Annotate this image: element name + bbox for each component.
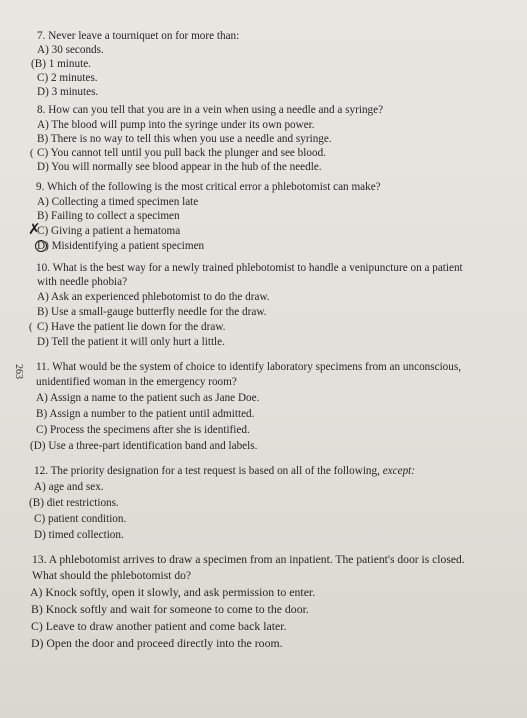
question-7-option-a: A) 30 seconds. <box>37 44 104 56</box>
question-9-option-d: D) Misidentifying a patient specimen <box>37 240 205 252</box>
question-12-option-d: D) timed collection. <box>34 529 124 541</box>
question-10-option-d: D) Tell the patient it will only hurt a little. <box>37 336 225 348</box>
question-12-stem <box>34 465 415 478</box>
question-12-option-c: C) patient condition. <box>34 513 127 525</box>
question-11-option-d: (D) Use a three-part identification band and labels. <box>30 440 258 452</box>
question-9-stem: 9. Which of the following is the most critical error a phlebotomist can make? <box>36 181 381 193</box>
question-12-stem-text: 12. The priority designation for a test request is based on all of the following, <box>34 465 380 477</box>
question-11-option-a: A) Assign a name to the patient such as Jane Doe. <box>36 392 260 404</box>
cross-out-mark-icon: ✗ <box>28 222 41 238</box>
question-7-stem: 7. Never leave a tourniquet on for more than: <box>37 30 240 42</box>
question-13-option-a: A) Knock softly, open it slowly, and ask permission to enter. <box>30 585 316 599</box>
question-10-option-c: C) Have the patient lie down for the draw. <box>37 321 226 333</box>
answer-tick-mark: ( <box>29 322 33 333</box>
question-10-stem-line-1: 10. What is the best way for a newly trained phlebotomist to handle a venipuncture on a patient <box>36 262 463 274</box>
question-13-option-b: B) Knock softly and wait for someone to come to the door. <box>31 602 309 616</box>
question-8-option-a: A) The blood will pump into the syringe under its own power. <box>37 119 315 131</box>
margin-handwritten-note: 263 <box>13 364 24 379</box>
question-9-option-a: A) Collecting a timed specimen late <box>37 196 199 208</box>
question-12-option-a: A) age and sex. <box>34 481 104 493</box>
question-10-option-b: B) Use a small-gauge butterfly needle for the draw. <box>37 306 267 318</box>
question-13-stem-line-2: What should the phlebotomist do? <box>32 569 192 582</box>
question-8-option-b: B) There is no way to tell this when you use a needle and syringe. <box>37 133 332 145</box>
question-7-option-d: D) 3 minutes. <box>37 86 99 98</box>
question-13-option-d: D) Open the door and proceed directly into the room. <box>31 636 283 650</box>
answer-tick-mark: ( <box>30 148 34 159</box>
question-7-option-b: (B) 1 minute. <box>31 58 91 70</box>
question-10-option-a: A) Ask an experienced phlebotomist to do the draw. <box>37 291 270 303</box>
question-12-stem-emphasis: except: <box>382 465 416 477</box>
question-9-option-b: B) Failing to collect a specimen <box>37 210 180 222</box>
question-8-option-d: D) You will normally see blood appear in the hub of the needle. <box>37 161 322 173</box>
question-10-stem-line-2: with needle phobia? <box>37 276 128 288</box>
question-8-stem: 8. How can you tell that you are in a vein when using a needle and a syringe? <box>37 104 384 116</box>
question-13-stem-line-1: 13. A phlebotomist arrives to draw a specimen from an inpatient. The patient's door is closed. <box>32 553 465 566</box>
question-11-stem-line-2: unidentified woman in the emergency room? <box>36 376 237 388</box>
question-9-option-c: C) Giving a patient a hematoma <box>37 225 181 237</box>
question-12-option-b: (B) diet restrictions. <box>29 497 119 509</box>
question-11-option-b: B) Assign a number to the patient until admitted. <box>36 408 255 420</box>
question-7-option-c: C) 2 minutes. <box>37 72 98 84</box>
question-11-option-c: C) Process the specimens after she is identified. <box>36 424 250 436</box>
question-8-option-c: C) You cannot tell until you pull back the plunger and see blood. <box>37 147 326 159</box>
question-11-stem-line-1: 11. What would be the system of choice to identify laboratory specimens from an unconscious, <box>36 361 462 373</box>
question-13-option-c: C) Leave to draw another patient and come back later. <box>31 619 287 633</box>
